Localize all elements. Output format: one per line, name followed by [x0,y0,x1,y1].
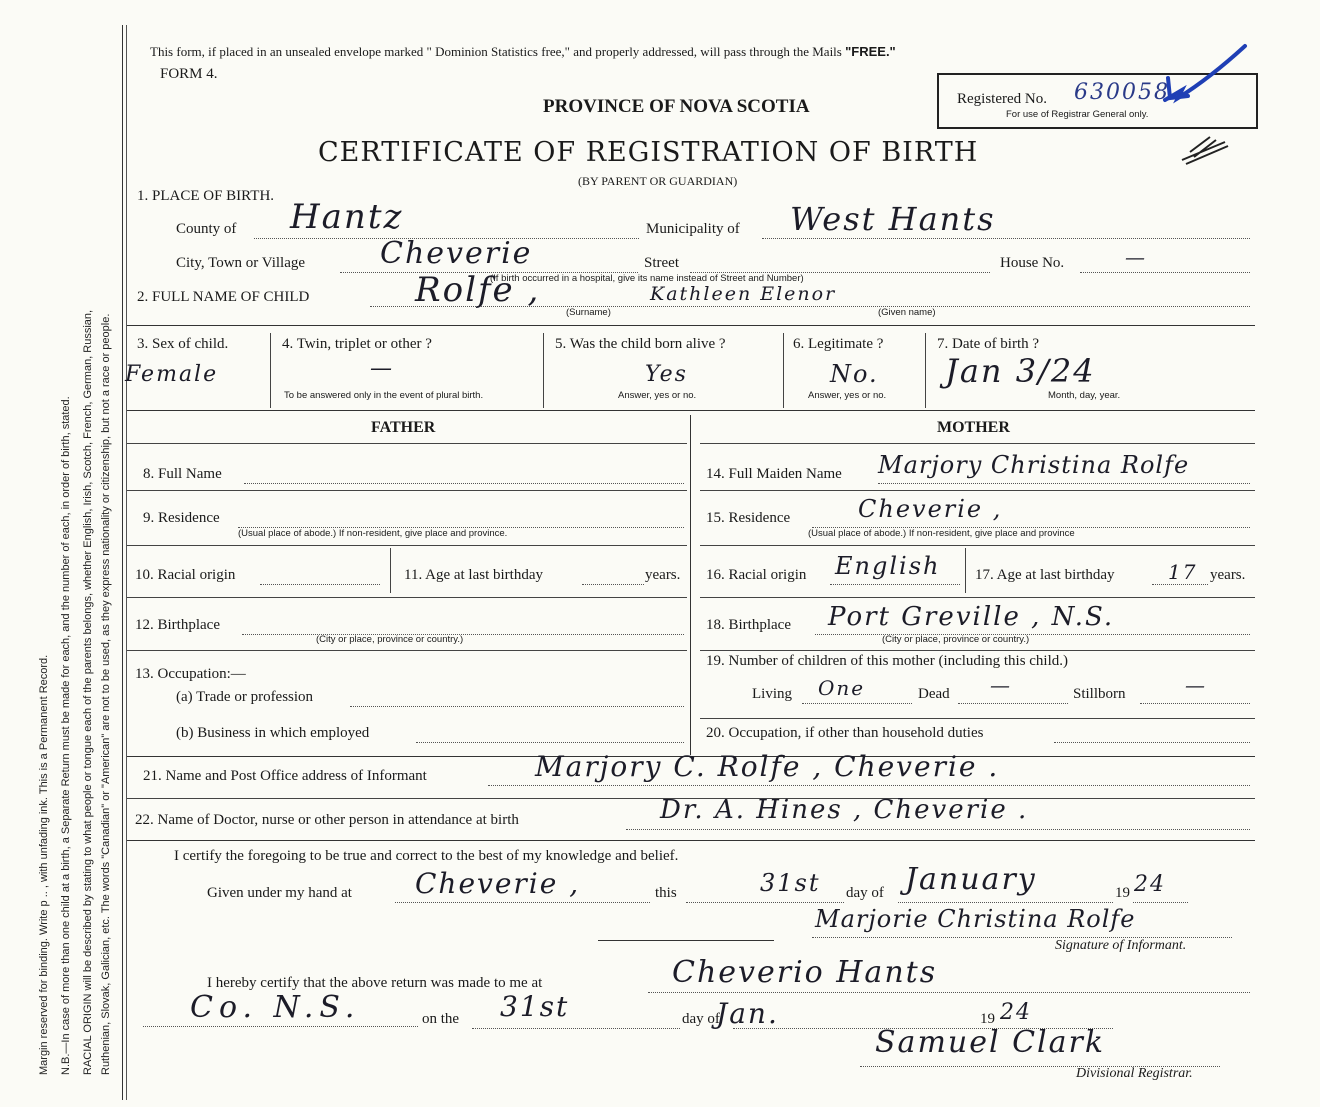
scribble-mark-icon [1180,132,1230,167]
hospital-note: (If birth occurred in a hospital, give its name instead of Street and Number) [490,273,804,284]
mother-occupation-label: 20. Occupation, if other than household duties [706,725,984,741]
registrar-year-prefix: 19 [980,1011,995,1027]
mother-row15-rule [700,545,1255,546]
doctor-value: Dr. A. Hines , Cheverie . [660,795,1029,825]
father-heading: FATHER [371,419,436,436]
place-of-birth-heading: 1. PLACE OF BIRTH. [137,188,275,204]
registrar-month-value: Jan. [716,997,779,1030]
house-value: — [1125,245,1147,269]
registrar-note: For use of Registrar General only. [1006,109,1149,120]
this-day-dots [686,902,844,903]
margin-racial-origin-note: RACIAL ORIGIN will be described by stating to what people or tongue each of the parents belongs, whether English, Irish, Scotch, French, German, Russian, [82,309,94,1075]
given-label: Given under my hand at [207,885,352,901]
father-trade-dots [350,706,684,707]
legitimate-label: 6. Legitimate ? [793,336,884,352]
year-prefix: 19 [1115,885,1130,901]
registrar-signature: Samuel Clark [875,1025,1106,1060]
father-occupation-label: 13. Occupation:— [135,666,246,682]
page-title: CERTIFICATE OF REGISTRATION OF BIRTH [318,137,979,168]
mother-maiden-value: Marjory Christina Rolfe [878,451,1190,479]
alive-label: 5. Was the child born alive ? [555,336,726,352]
registrar-place-value: Cheverio Hants [672,955,938,990]
mother-birthplace-dots [815,634,1250,635]
mother-birthplace-note: (City or place, province or country.) [882,634,1030,645]
father-row8-rule [127,490,687,491]
stillborn-dots [1140,703,1250,704]
father-row10-rule [127,597,687,598]
stillborn-value: — [1185,673,1207,697]
dead-value: — [990,673,1012,697]
surname-note: (Surname) [566,307,611,318]
father-years-label: years. [645,567,681,583]
father-name-label: 8. Full Name [143,466,222,482]
given-place-value: Cheverie , [415,867,581,900]
mother-occupation-dots [1054,742,1250,743]
father-name-dots [244,483,684,484]
mother-children-label: 19. Number of children of this mother (including this child.) [706,653,1069,669]
province-heading: PROVINCE OF NOVA SCOTIA [543,96,810,117]
living-value: One [818,676,866,700]
mother-age-dots [1152,584,1208,585]
center-divider [690,415,691,755]
city-value: Cheverie [380,236,533,271]
father-age-dots [582,584,644,585]
registrar-year-value: 24 [1000,1000,1032,1025]
father-age-label: 11. Age at last birthday [404,567,543,583]
given-name-note: (Given name) [878,307,936,318]
registrar-day-value: 31st [500,990,570,1023]
father-residence-note: (Usual place of abode.) If non-resident, give place and province. [238,528,508,539]
alive-value: Yes [645,362,688,387]
this-label: this [655,885,677,901]
child-surname: Rolfe , [415,270,541,310]
father-birthplace-note: (City or place, province or country.) [316,634,464,645]
stillborn-label: Stillborn [1073,686,1126,702]
mother-birthplace-value: Port Greville , N.S. [828,602,1115,632]
postal-notice-text: This form, if placed in an unsealed envelope marked " Dominion Statistics free," and properly addressed, will pass through the Mails [150,44,842,59]
margin-border [122,25,123,1100]
mother-residence-note: (Usual place of abode.) If non-resident, give place and province [808,528,1075,539]
city-label: City, Town or Village [176,255,306,271]
registrar-day-of-label: day of [682,1011,720,1027]
given-place-dots [395,902,650,903]
mother-row18-rule [700,650,1255,651]
registered-label: Registered No. [957,91,1047,107]
sex-label: 3. Sex of child. [137,336,229,352]
mother-row14-rule [700,490,1255,491]
col-divider-4 [925,333,926,408]
mother-maiden-dots [878,483,1250,484]
checkmark-arrow-icon [1160,38,1260,108]
given-month-value: January [905,862,1037,897]
father-residence-label: 9. Residence [143,510,220,526]
mother-row19-rule [700,718,1255,719]
divider-row3 [127,410,1255,411]
dob-note: Month, day, year. [1048,390,1121,401]
registrar-county-dots [143,1026,418,1027]
mother-racial-value: English [835,552,941,580]
col-divider-1 [270,333,271,408]
father-business-label: (b) Business in which employed [176,725,370,741]
father-racial-label: 10. Racial origin [135,567,236,583]
month-dots [898,902,1113,903]
mother-maiden-label: 14. Full Maiden Name [706,466,842,482]
father-birthplace-label: 12. Birthplace [135,617,220,633]
dead-dots [958,703,1068,704]
child-given-name: Kathleen Elenor [650,283,837,305]
mother-row16-rule [700,597,1255,598]
county-value: Hantz [290,197,404,237]
margin-plural-birth-note: N.B.—In case of more than one child at a birth, a Separate Return must be made for each, and the number of each, in order of birth, stated. [60,396,72,1075]
dead-label: Dead [918,686,950,702]
registrar-day-dots [472,1028,680,1029]
father-trade-label: (a) Trade or profession [176,689,314,705]
col-divider-2 [543,333,544,408]
mother-residence-value: Cheverie , [858,495,1003,523]
child-name-label: 2. FULL NAME OF CHILD [137,289,310,305]
father-racial-dots [260,584,380,585]
col-divider-3 [783,333,784,408]
mother-heading: MOTHER [937,419,1010,436]
mother-racial-label: 16. Racial origin [706,567,807,583]
registrar-statement: I hereby certify that the above return was made to me at [207,975,543,991]
given-year-value: 24 [1134,872,1166,897]
registrar-place-dots [648,992,1250,993]
municipality-value: West Hants [790,200,996,238]
municipality-label: Municipality of [646,221,740,237]
doctor-label: 22. Name of Doctor, nurse or other person in attendance at birth [135,812,519,828]
alive-note: Answer, yes or no. [618,390,697,401]
doctor-dots [626,829,1250,830]
certify-statement: I certify the foregoing to be true and correct to the best of my knowledge and belief. [174,848,679,864]
form-number: FORM 4. [160,66,218,82]
day-of-label: day of [846,885,884,901]
legitimate-value: No. [830,360,879,388]
mother-heading-rule [700,443,1255,444]
divider-row2 [127,325,1255,326]
separator-rule [598,940,774,941]
dob-label: 7. Date of birth ? [937,336,1040,352]
mother-years-label: years. [1210,567,1246,583]
twin-value: — [370,356,394,381]
municipality-dots [762,238,1250,239]
given-day-value: 31st [760,869,821,897]
mother-age-label: 17. Age at last birthday [975,567,1115,583]
on-the-label: on the [422,1011,460,1027]
page-subtitle: (BY PARENT OR GUARDIAN) [578,174,738,188]
house-dots [1080,272,1250,273]
father-business-dots [416,742,684,743]
twin-note: To be answered only in the event of plural birth. [284,390,484,401]
father-heading-rule [127,443,687,444]
mother-residence-label: 15. Residence [706,510,791,526]
street-label: Street [644,255,679,271]
mother-racial-dots [830,584,960,585]
informant-dots [488,785,1250,786]
informant-signature: Marjorie Christina Rolfe [815,905,1136,933]
registrar-signature-label: Divisional Registrar. [1076,1066,1193,1081]
mother-birthplace-label: 18. Birthplace [706,617,791,633]
house-label: House No. [1000,255,1065,271]
father-row12-rule [127,650,687,651]
postal-notice [150,44,896,60]
margin-border-inner [126,25,127,1100]
mother-age-value: 17 [1168,560,1198,584]
margin-binding-note: Margin reserved for binding. Write p .. , with unfading ink. This is a Permanent Record. [38,654,50,1075]
margin-racial-origin-note-2: Ruthenian, Slovak, Galician, etc. The words "Canadian" or "American" are not to be used, as they express nationality or citizenship, but not a race or people. [100,313,112,1075]
divider-row22 [127,840,1255,841]
mother-col-divider [965,548,966,593]
father-row9-rule [127,545,687,546]
father-col-divider [390,548,391,593]
registrar-county-value: Co. N.S. [190,990,361,1025]
informant-value: Marjory C. Rolfe , Cheverie . [535,750,1000,783]
registered-number: 630058 [1074,80,1170,105]
signature-label: Signature of Informant. [1055,938,1187,953]
living-dots [802,703,912,704]
year-dots [1133,902,1188,903]
living-label: Living [752,686,792,702]
dob-value: Jan 3/24 [945,352,1096,390]
county-label: County of [176,221,237,237]
postal-free: "FREE." [845,44,896,59]
informant-label: 21. Name and Post Office address of Informant [143,768,427,784]
legitimate-note: Answer, yes or no. [808,390,887,401]
twin-label: 4. Twin, triplet or other ? [282,336,432,352]
sex-value: Female [125,362,219,387]
